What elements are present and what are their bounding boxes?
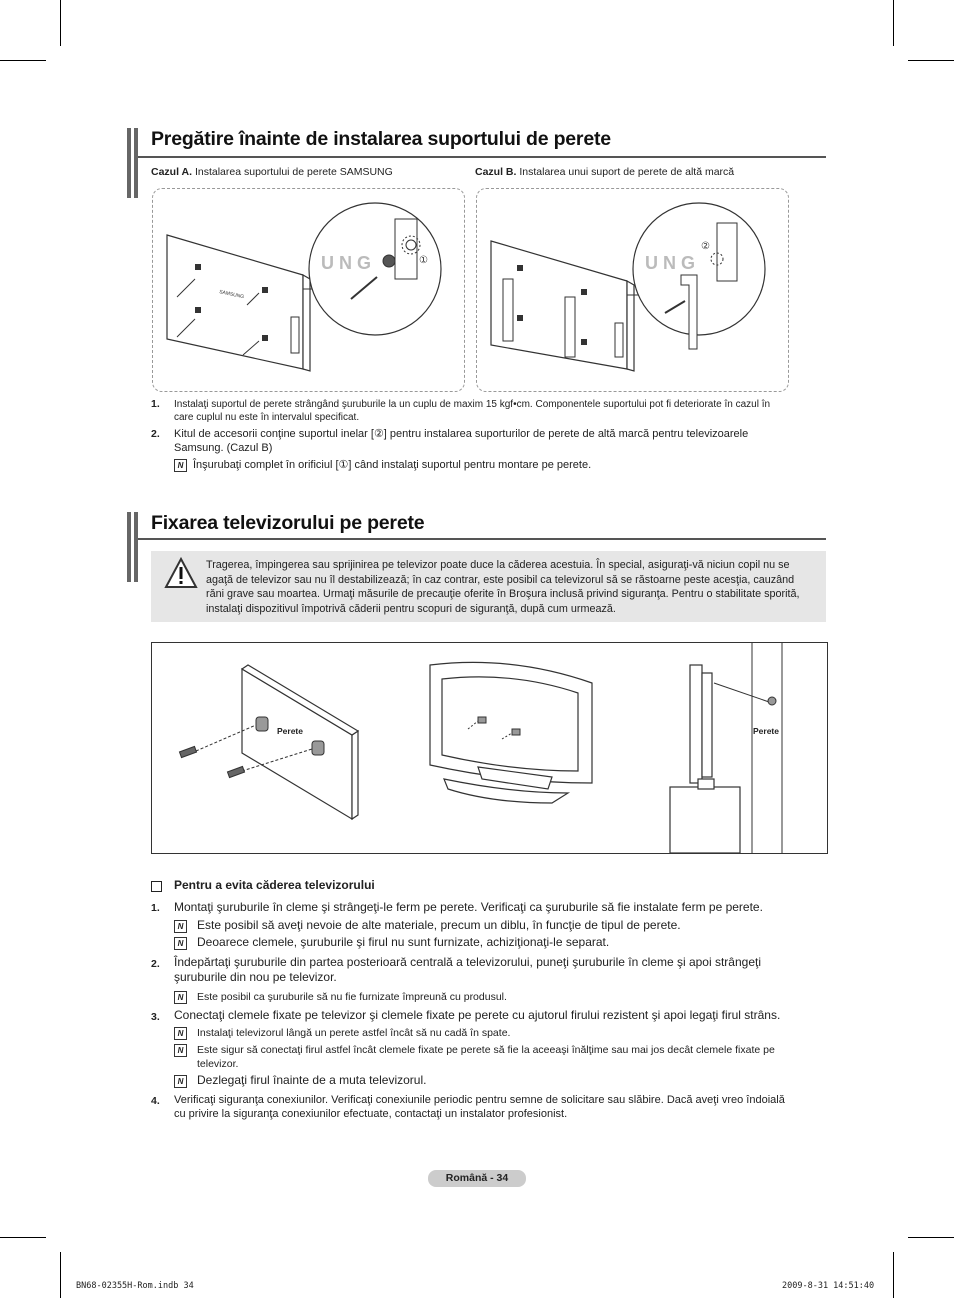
case-a-illustration	[152, 188, 465, 392]
step-text: Montaţi şuruburile în cleme şi strângeţi-le ferm pe perete. Verificaţi ca şuruburile să fie instalate ferm pe perete.	[174, 900, 763, 914]
list-item-text	[174, 398, 824, 424]
crop-mark	[908, 1237, 954, 1238]
note-text: Este posibil să aveţi nevoie de alte materiale, precum un diblu, în funcţie de tipul de perete.	[197, 918, 681, 932]
note-icon: N	[174, 937, 187, 950]
case-b-text: Instalarea unui suport de perete de altă marcă	[519, 166, 735, 178]
note-text: Este posibil ca şuruburile să nu fie furnizate împreună cu produsul.	[197, 991, 507, 1003]
note-text: Deoarece clemele, şuruburile şi firul nu sunt furnizate, achiziţionaţi-le separat.	[197, 935, 610, 949]
case-b-label: Cazul B.	[475, 166, 517, 178]
tv-brand-text: SAMSUNG	[218, 289, 245, 301]
note-line: televizor.	[197, 1058, 239, 1070]
crop-mark	[893, 1252, 894, 1298]
step-text	[174, 1093, 829, 1121]
note-icon: N	[174, 991, 187, 1004]
note-icon: N	[174, 1044, 187, 1057]
step-text: Conectaţi clemele fixate pe televizor şi clemele fixate pe perete cu ajutorul firului rezistent şi apoi legaţi firul strâns.	[174, 1008, 781, 1022]
crop-mark	[60, 1252, 61, 1298]
list-number: 1.	[151, 398, 160, 410]
wall-label: Perete	[753, 726, 779, 736]
section-title: Fixarea televizorului pe perete	[151, 512, 425, 534]
list-item-line: Instalaţi suportul de perete strângând şuruburile la un cuplu de maxim 15 kgf•cm. Componentele suportului pot fi deteriorate în cazul în	[174, 399, 771, 410]
list-item-line: Samsung. (Cazul B)	[174, 442, 273, 454]
anti-fall-illustration	[152, 643, 827, 853]
wall-label: Perete	[277, 726, 303, 736]
warning-line: răni grave sau moartea. Urmaţi măsurile de precauţie oferite în Broşura inclusă privind siguranţa. Pentru o stabilitate sporită,	[206, 588, 800, 600]
case-b-caption	[475, 166, 734, 178]
step-line: şuruburile din nou pe televizor.	[174, 970, 337, 984]
crop-mark	[893, 0, 894, 46]
step-number: 4.	[151, 1095, 160, 1107]
list-number: 2.	[151, 428, 160, 440]
subheading: Pentru a evita căderea televizorului	[174, 878, 375, 892]
list-item-line: care cuplul nu este în intervalul specificat.	[174, 412, 360, 423]
note-text: Înşurubaţi complet în orificiul [①] când instalaţi suportul pentru montare pe perete.	[193, 459, 592, 471]
note-text	[197, 1043, 822, 1071]
warning-box	[151, 551, 826, 622]
warning-line: agaţă de televizor sau nu îl destabilizează; în caz contrar, este posibil ca televizorul să se răstoarne peste acesţia, cauzând	[206, 573, 795, 586]
case-a-label: Cazul A.	[151, 166, 193, 178]
crop-mark	[0, 60, 46, 61]
note-icon: N	[174, 1075, 187, 1088]
case-a-text: Instalarea suportului de perete SAMSUNG	[194, 166, 393, 178]
warning-line: instalaţi dispozitivul împotrivă căderii pentru scopuri de siguranţă, după cum urmează.	[206, 602, 616, 615]
step-line: Îndepărtaţi şuruburile din partea posterioară centrală a televizorului, puneţi şuruburile în cleme şi apoi strângeţi	[174, 955, 761, 969]
section-bar	[134, 512, 138, 582]
title-rule	[138, 156, 826, 158]
section-bar	[134, 128, 138, 198]
step-text	[174, 955, 824, 985]
note-icon: N	[174, 920, 187, 933]
section-title: Pregătire înainte de instalarea suportului de perete	[151, 128, 611, 150]
step-number: 1.	[151, 902, 160, 914]
note-text: Dezlegaţi firul înainte de a muta televizorul.	[197, 1073, 427, 1087]
tv-back-third-party-mount-illustration	[477, 189, 788, 391]
note-icon: N	[174, 1027, 187, 1040]
case-a-caption	[151, 166, 393, 178]
crop-mark	[0, 1237, 46, 1238]
svg-text:①: ①	[419, 255, 428, 266]
crop-mark	[908, 60, 954, 61]
svg-text:②: ②	[701, 241, 710, 252]
logo-fragment-text: U N G	[645, 253, 696, 273]
section-bar	[127, 128, 131, 198]
crop-mark	[60, 0, 61, 46]
tv-back-wall-mount-illustration	[153, 189, 464, 391]
section-bar	[127, 512, 131, 582]
anti-fall-figure	[151, 642, 828, 854]
footer-timestamp: 2009-8-31 14:51:40	[782, 1281, 875, 1291]
step-number: 2.	[151, 958, 160, 970]
note-text: Instalaţi televizorul lângă un perete astfel încât să nu cadă în spate.	[197, 1027, 511, 1039]
step-line: cu privire la siguranţa conexiunilor efectuate, contactaţi un instalator profesionist.	[174, 1108, 568, 1120]
note-line: Este sigur să conectaţi firul astfel încât clemele fixate pe perete să fie la aceeaşi înălţime sau mai jos decât clemele fixate pe	[197, 1044, 775, 1056]
note-icon: N	[174, 459, 187, 472]
footer-file-info: BN68-02355H-Rom.indb 34	[76, 1281, 194, 1291]
title-rule	[138, 538, 826, 540]
list-item-text	[174, 427, 824, 455]
page-number-label: Română - 34	[428, 1170, 526, 1187]
warning-triangle-icon	[164, 557, 198, 589]
warning-line: Tragerea, împingerea sau sprijinirea pe televizor poate duce la căderea acestuia. În special, asiguraţi-vă niciun copil nu se	[206, 559, 790, 571]
list-item-line: Kitul de accesorii conţine suportul inelar [②] pentru instalarea suporturilor de perete de altă marcă pentru televizoarele	[174, 428, 749, 440]
warning-text	[206, 558, 826, 616]
step-number: 3.	[151, 1011, 160, 1023]
checkbox-bullet-icon	[151, 881, 162, 892]
step-line: Verificaţi siguranţa conexiunilor. Verificaţi conexiunile periodic pentru semne de solicitare sau slăbire. Dacă aveţi vreo îndoială	[174, 1094, 785, 1106]
logo-fragment-text: U N G	[321, 253, 372, 273]
case-b-illustration	[476, 188, 789, 392]
